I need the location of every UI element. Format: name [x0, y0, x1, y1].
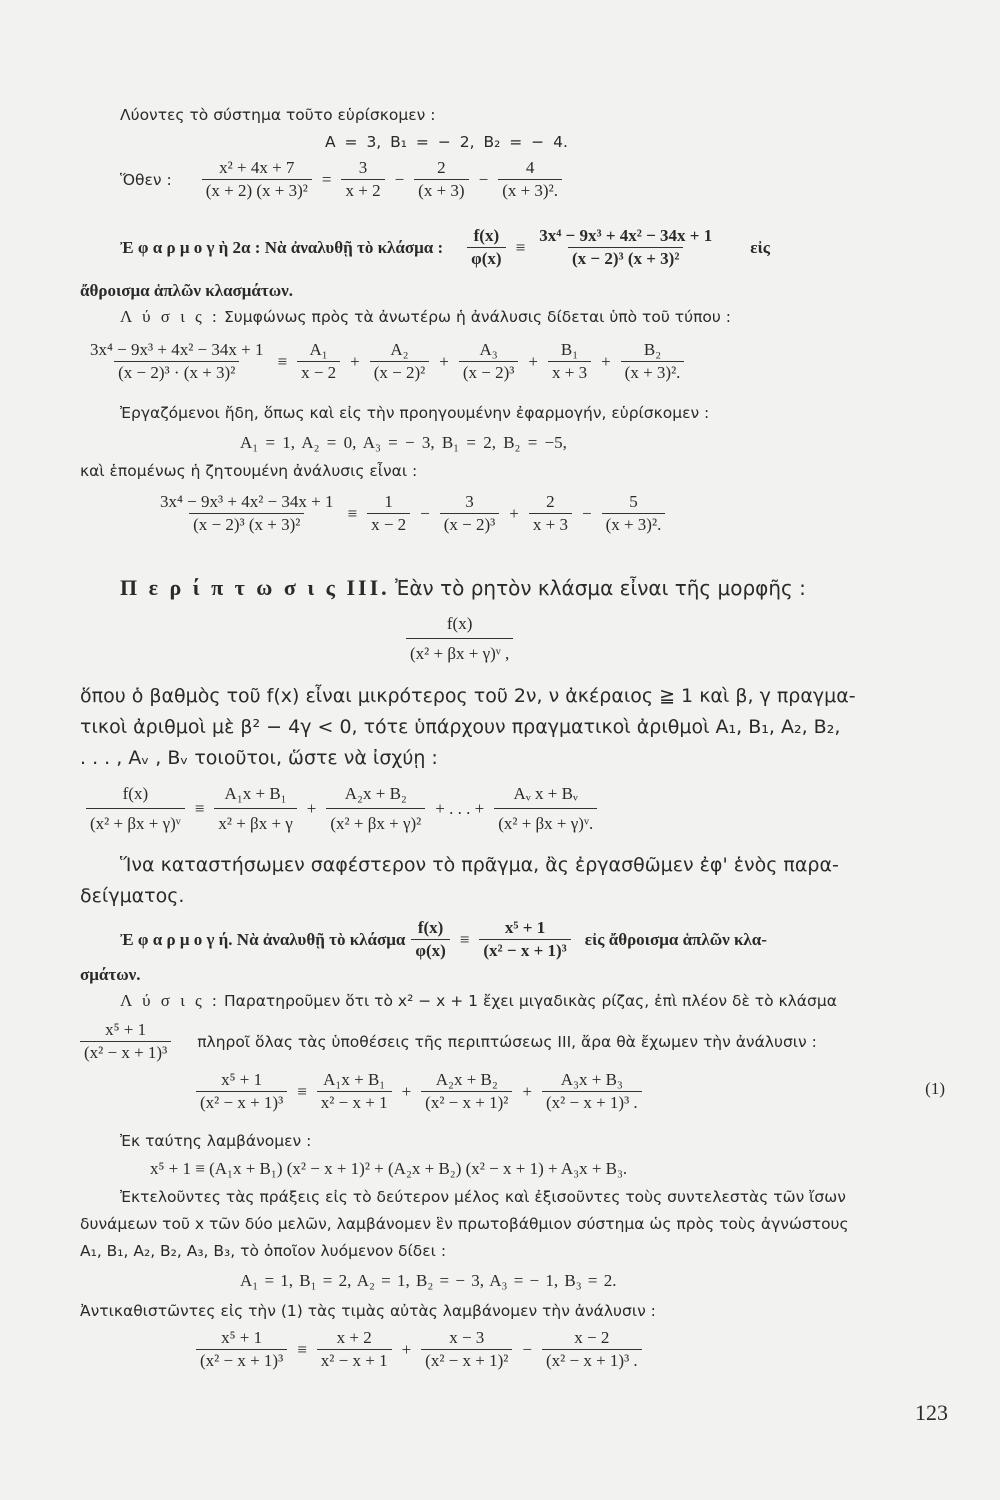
app2a-line-2: ἄθροισμα ἁπλῶν κλασμάτων.	[80, 281, 294, 300]
eq6-term-1	[317, 1328, 392, 1371]
eq5-lhs-den: (x² − x + 1)³	[196, 1091, 287, 1113]
application-2a-title	[120, 226, 770, 269]
eq1-term-3	[498, 158, 562, 201]
app2a-lysis	[120, 306, 731, 328]
eq3-minus-1: −	[420, 503, 430, 523]
values-line-1: A = 3, B₁ = − 2, B₂ = − 4.	[325, 133, 568, 151]
eq2-ident: ≡	[277, 351, 288, 371]
eq3-t4-den: (x + 3)².	[602, 513, 666, 535]
eq5-lhs-num: x⁵ + 1	[221, 1070, 263, 1089]
app3-expand: x⁵ + 1 ≡ (A₁x + B₁) (x² − x + 1)² + (A₂x + B₂) (x² − x + 1) + A₃x + B₃.	[150, 1159, 628, 1178]
eq4-t3-den: (x² + βx + γ)ᵛ.	[494, 808, 597, 837]
eq2-term-3	[459, 340, 519, 383]
app3-perform-3: A₁, B₁, A₂, B₂, A₃, B₃, τὸ ὁποῖον λυόμενον δίδει :	[80, 1242, 447, 1260]
app3-from-line: Ἐκ ταύτης λαμβάνομεν :	[120, 1132, 312, 1150]
app3-inline-den: (x² − x + 1)³	[80, 1041, 171, 1063]
eq2-term-2	[370, 340, 430, 383]
eq3-t2-den: (x − 2)³	[440, 513, 500, 535]
eq3-t3-den: x + 3	[529, 513, 572, 535]
case3-text-3: . . . , Aᵥ , Bᵥ τοιοῦτοι, ὥστε νὰ ἰσχύῃ :	[80, 747, 438, 769]
eq1-t1-num: 3	[358, 158, 368, 177]
eq5-term-2	[421, 1070, 512, 1113]
app3-title-text: Ἐ φ α ρ μ ο γ ή. Νὰ ἀναλυθῇ τὸ κλάσμα	[120, 929, 406, 949]
eq1-minus-1: −	[394, 169, 405, 189]
equation-5	[190, 1070, 648, 1113]
app3-f-num: f(x)	[417, 918, 444, 937]
eq2-lhs	[86, 340, 267, 383]
eq1-lhs-den: (x + 2) (x + 3)²	[202, 179, 312, 201]
eq5-term-1	[317, 1070, 392, 1113]
eq2-t4-num: B₁	[560, 340, 579, 359]
app2a-lysis-text: Συμφώνως πρὸς τὰ ἀνωτέρω ἡ ἀνάλυσις δίδεται ὑπὸ τοῦ τύπου :	[224, 308, 731, 326]
eq1-term-2	[414, 158, 468, 201]
eq2-lhs-den: (x − 2)³ · (x + 3)²	[114, 361, 239, 383]
eq4-t1-den: x² + βx + γ	[214, 808, 296, 837]
case3-form-fraction	[406, 610, 513, 667]
eq6-term-3	[542, 1328, 642, 1371]
eq6-t2-num: x − 3	[449, 1328, 485, 1347]
app3-rhs-num: x⁵ + 1	[504, 918, 546, 937]
eq5-term-3	[542, 1070, 642, 1113]
app3-inline-fraction-line	[80, 1020, 817, 1063]
app3-lysis	[120, 990, 837, 1012]
eq3-plus: +	[509, 503, 519, 523]
eq5-t3-num: A₃x + B₃	[560, 1070, 623, 1089]
eq4-term-3	[494, 780, 597, 837]
eq3-term-2	[440, 492, 500, 535]
eq3-lhs-num: 3x⁴ − 9x³ + 4x² − 34x + 1	[160, 492, 334, 511]
app2a-and-line: καὶ ἑπομένως ἡ ζητουμένη ἀνάλυσις εἶναι :	[80, 462, 418, 480]
app3-lysis-label: Λ ύ σ ι ς :	[120, 991, 220, 1010]
case3-text-2: τικοὶ ἀριθμοὶ μὲ β² − 4γ < 0, τότε ὑπάρχουν πραγματικοὶ ἀριθμοὶ A₁, B₁, A₂, B₂,	[80, 716, 841, 738]
eq3-ident: ≡	[347, 503, 358, 523]
eq4-lhs-num: f(x)	[122, 784, 149, 803]
eq6-t1-den: x² − x + 1	[317, 1349, 392, 1371]
eq3-lhs	[156, 492, 337, 535]
eq4-term-2	[326, 780, 425, 837]
eq2-t3-den: (x − 2)³	[459, 361, 519, 383]
eq2-t2-num: A₂	[390, 340, 409, 359]
eq6-lhs	[196, 1328, 287, 1371]
eq6-plus: +	[401, 1339, 412, 1359]
eq3-t3-num: 2	[546, 492, 555, 511]
app3-f-den: φ(x)	[411, 939, 449, 961]
app3-rhs-den: (x² − x + 1)³	[479, 939, 570, 961]
eq4-plus: +	[306, 798, 317, 818]
eq1-t2-den: (x + 3)	[414, 179, 468, 201]
eq1-equals: =	[321, 169, 332, 189]
eq2-t4-den: x + 3	[548, 361, 591, 383]
eq2-t1-num: A₁	[309, 340, 328, 359]
app2a-rhs-num: 3x⁴ − 9x³ + 4x² − 34x + 1	[539, 226, 713, 245]
eq6-lhs-num: x⁵ + 1	[221, 1328, 263, 1347]
eq2-t2-den: (x − 2)²	[370, 361, 430, 383]
app3-inline-text: πληροῖ ὅλας τὰς ὑποθέσεις τῆς περιπτώσεως III, ἄρα θὰ ἔχωμεν τὴν ἀνάλυσιν :	[197, 1032, 817, 1051]
eq5-number: (1)	[925, 1079, 945, 1098]
eq3-term-4	[602, 492, 666, 535]
app3-inline-fraction	[80, 1020, 171, 1063]
case3-text-1: ὅπου ὁ βαθμὸς τοῦ f(x) εἶναι μικρότερος τοῦ 2ν, ν ἀκέραιος ≧ 1 καὶ β, γ πραγμα-	[80, 685, 856, 707]
case3-form	[400, 610, 519, 667]
eq5-plus-2: +	[522, 1081, 532, 1101]
eq1-lhs	[202, 158, 312, 201]
eq2-t1-den: x − 2	[297, 361, 340, 383]
eq3-term-3	[529, 492, 572, 535]
app2a-lysis-label: Λ ύ σ ι ς :	[120, 307, 220, 326]
eq4-lhs-den: (x² + βx + γ)ᵛ	[86, 808, 185, 837]
eq4-term-1	[214, 780, 296, 837]
eq2-t5-den: (x + 3)².	[621, 361, 685, 383]
values-line-3: A₁ = 1, B₁ = 2, A₂ = 1, B₂ = − 3, A₃ = − 1, B₃ = 2.	[240, 1271, 617, 1290]
eq1-lhs-num: x² + 4x + 7	[219, 158, 295, 177]
application-3-title	[120, 918, 767, 961]
values-line-2: A₁ = 1, A₂ = 0, A₃ = − 3, B₁ = 2, B₂ = −5,	[240, 433, 567, 452]
app3-lysis-text: Παρατηροῦμεν ὅτι τὸ x² − x + 1 ἔχει μιγαδικὰς ρίζας, ἐπὶ πλέον δὲ τὸ κλάσμα	[224, 992, 837, 1010]
eq1-minus-2: −	[478, 169, 489, 189]
app2a-f-over-phi	[467, 226, 505, 269]
eq4-t3-num: Aᵥ x + Bᵥ	[513, 784, 578, 803]
eq2-plus-2: +	[439, 351, 449, 371]
app3-perform-2: δυνάμεων τοῦ x τῶν δύο μελῶν, λαμβάνομεν ἓν πρωτοβάθμιον σύστημα ὡς πρὸς τοὺς ἀγνώστους	[80, 1215, 849, 1233]
case3-text-5: δείγματος.	[80, 885, 185, 907]
eq3-lhs-den: (x − 2)³ (x + 3)²	[189, 513, 304, 535]
app2a-f-num: f(x)	[473, 226, 500, 245]
eq3-t4-num: 5	[629, 492, 638, 511]
app2a-rhs-den: (x − 2)³ (x + 3)²	[568, 247, 683, 269]
equation-4	[80, 780, 603, 837]
eq6-term-2	[421, 1328, 512, 1371]
eq1-t1-den: x + 2	[341, 179, 384, 201]
eq3-t2-num: 3	[465, 492, 474, 511]
case3-text-4: Ἵνα καταστήσωμεν σαφέστερον τὸ πρᾶγμα, ἂς ἐργασθῶμεν ἐφ' ἑνὸς παρα-	[120, 854, 839, 876]
app3-ident: ≡	[459, 929, 470, 949]
eq6-t2-den: (x² − x + 1)²	[421, 1349, 512, 1371]
eq4-lhs	[86, 780, 185, 837]
eq5-t3-den: (x² − x + 1)³ .	[542, 1091, 642, 1113]
eq5-ident: ≡	[297, 1081, 307, 1101]
case-3-heading	[120, 574, 806, 602]
solve-system-line: Λύοντες τὸ σύστημα τοῦτο εὑρίσκομεν :	[120, 106, 436, 124]
eq5-plus-1: +	[401, 1081, 412, 1101]
eq2-term-5	[621, 340, 685, 383]
app3-perform-1: Ἐκτελοῦντες τὰς πράξεις εἰς τὸ δεύτερον μέλος καὶ ἐξισοῦντες τοὺς συντελεστὰς τῶν ἴσων	[120, 1188, 846, 1206]
eq2-plus-3: +	[528, 351, 538, 371]
app2a-eis: εἰς	[750, 237, 770, 257]
app2a-rhs	[535, 226, 716, 269]
eq3-t1-den: x − 2	[367, 513, 410, 535]
app3-tail: εἰς ἄθροισμα ἁπλῶν κλα-	[584, 929, 767, 949]
eq3-minus-2: −	[581, 503, 592, 523]
eq4-t1-num: A₁x + B₁	[224, 784, 287, 803]
eq2-lhs-num: 3x⁴ − 9x³ + 4x² − 34x + 1	[90, 340, 264, 359]
eq6-t3-num: x − 2	[574, 1328, 610, 1347]
equation-3	[150, 492, 671, 535]
eq4-ident: ≡	[194, 798, 205, 818]
eq2-t3-num: A₃	[479, 340, 498, 359]
eq6-lhs-den: (x² − x + 1)³	[196, 1349, 287, 1371]
eq4-t2-den: (x² + βx + γ)²	[326, 808, 425, 837]
case3-form-num: f(x)	[446, 614, 473, 633]
eq5-t1-num: A₁x + B₁	[323, 1070, 386, 1089]
case3-heading-text: Ἐὰν τὸ ρητὸν κλάσμα εἶναι τῆς μορφῆς :	[395, 576, 806, 600]
eq6-ident: ≡	[297, 1339, 307, 1359]
equation-1	[120, 158, 568, 201]
case3-heading-label: Π ε ρ ί π τ ω σ ι ς III.	[120, 575, 390, 600]
eq5-t2-num: A₂x + B₂	[435, 1070, 498, 1089]
eq6-t3-den: (x² − x + 1)³ .	[542, 1349, 642, 1371]
page-number: 123	[915, 1400, 948, 1425]
equation-6	[190, 1328, 648, 1371]
app2a-work-line: Ἐργαζόμενοι ἤδη, ὅπως καὶ εἰς τὴν προηγουμένην ἐφαρμογήν, εὑρίσκομεν :	[120, 404, 710, 422]
eq1-t3-num: 4	[525, 158, 535, 177]
app3-line-2: σμάτων.	[80, 965, 141, 984]
app2a-ident: ≡	[515, 237, 526, 257]
eq2-term-4	[548, 340, 591, 383]
eq1-term-1	[341, 158, 384, 201]
eq5-lhs	[196, 1070, 287, 1113]
eq3-t1-num: 1	[384, 492, 393, 511]
eq2-term-1	[297, 340, 340, 383]
equation-2	[80, 340, 690, 383]
eq5-t2-den: (x² − x + 1)²	[421, 1091, 512, 1113]
eq2-t5-num: B₂	[643, 340, 662, 359]
eq1-t2-num: 2	[437, 158, 446, 177]
app3-inline-num: x⁵ + 1	[105, 1020, 147, 1039]
eq2-plus-4: +	[601, 351, 611, 371]
eq6-t1-num: x + 2	[336, 1328, 372, 1347]
eq6-minus: −	[522, 1339, 532, 1359]
eq4-dots: + . . . +	[435, 798, 485, 818]
eq1-t3-den: (x + 3)².	[498, 179, 562, 201]
eq5-t1-den: x² − x + 1	[317, 1091, 392, 1113]
othen-label: Ὅθεν :	[120, 170, 172, 189]
eq4-t2-num: A₂x + B₂	[344, 784, 407, 803]
case3-form-den: (x² + βx + γ)ᵛ ,	[406, 638, 513, 667]
app3-rhs	[479, 918, 570, 961]
eq3-term-1	[367, 492, 410, 535]
eq2-plus-1: +	[350, 351, 360, 371]
app3-f-over-phi	[411, 918, 449, 961]
app2a-title-text: Ἐ φ α ρ μ ο γ ὴ 2α : Νὰ ἀναλυθῇ τὸ κλάσμα :	[120, 237, 444, 257]
app3-subst: Ἀντικαθιστῶντες εἰς τὴν (1) τὰς τιμὰς αὐτὰς λαμβάνομεν τὴν ἀνάλυσιν :	[80, 1302, 656, 1320]
app2a-f-den: φ(x)	[467, 247, 505, 269]
